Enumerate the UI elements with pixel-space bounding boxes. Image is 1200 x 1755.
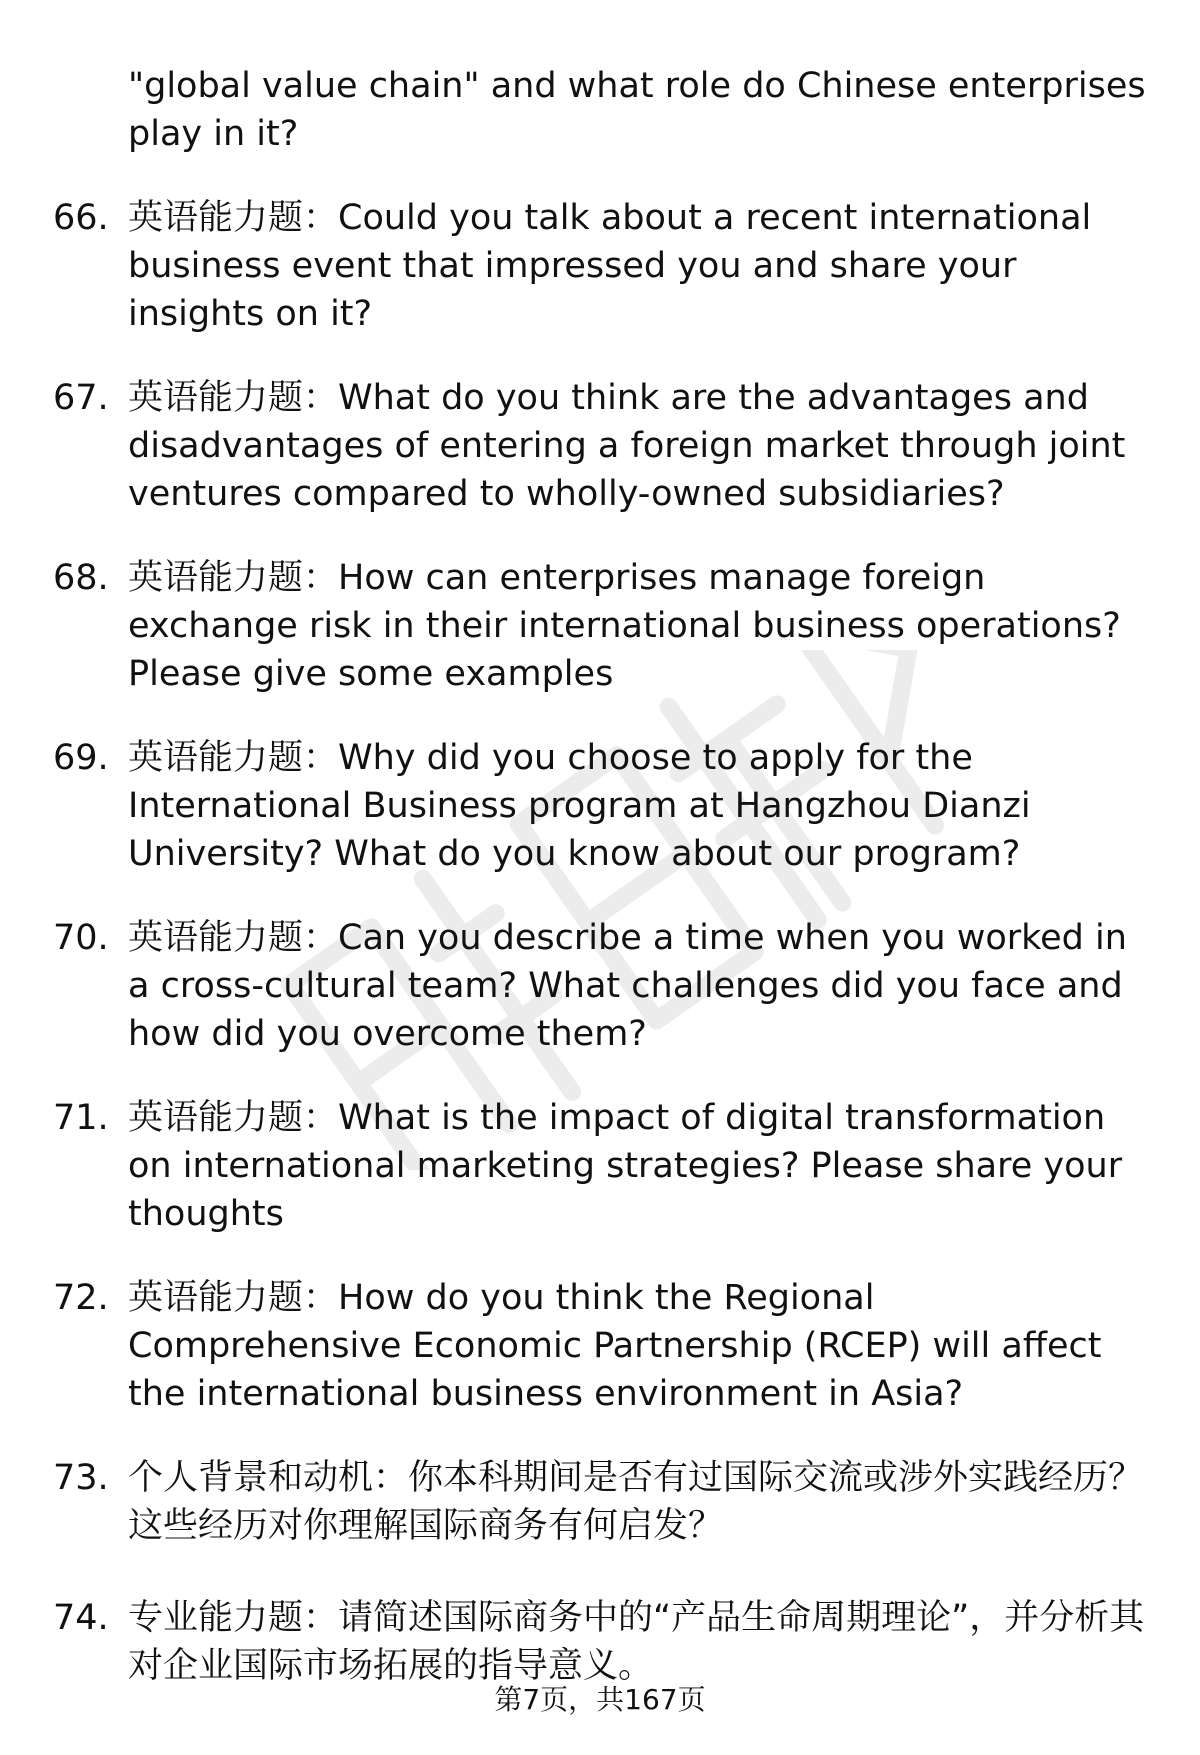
question-text: 英语能力题：How can enterprises manage foreign exchange risk in their international business operations? Please give some examples: [128, 558, 1121, 694]
question-number: 71.: [53, 1098, 109, 1138]
question-number: 67.: [53, 378, 109, 418]
question-text: 英语能力题：Why did you choose to apply for the International Business program at Hangzhou Dianzi University? What do you know about our program?: [128, 738, 1031, 874]
question-number: 74.: [53, 1598, 109, 1638]
page-footer: 第7页，共167页: [494, 1683, 706, 1716]
question-item-74: [0, 1594, 1200, 1690]
question-item-70: [0, 914, 1200, 1058]
question-text: 英语能力题：What is the impact of digital transformation on international marketing strategies? Please share your thoughts: [128, 1098, 1123, 1234]
question-text: 个人背景和动机：你本科期间是否有过国际交流或涉外实践经历？这些经历对你理解国际商务有何启发？: [128, 1458, 1144, 1546]
question-number: 72.: [53, 1278, 109, 1318]
question-item-67: [0, 374, 1200, 518]
question-number: 70.: [53, 918, 109, 958]
question-item-71: [0, 1094, 1200, 1238]
question-item-72: [0, 1274, 1200, 1418]
question-text: 专业能力题：请简述国际商务中的“产品生命周期理论”，并分析其对企业国际市场拓展的指导意义。: [128, 1598, 1145, 1686]
continued-question-text: "global value chain" and what role do Chinese enterprises play in it?: [128, 66, 1146, 154]
question-item-73: [0, 1454, 1200, 1550]
question-number: 73.: [53, 1458, 109, 1498]
question-text: 英语能力题：What do you think are the advantages and disadvantages of entering a foreign market through joint ventures compared to wholly-owned subsidiaries?: [128, 378, 1126, 514]
question-text: 英语能力题：Can you describe a time when you worked in a cross-cultural team? What challenges did you face and how did you overcome them?: [128, 918, 1127, 1054]
question-number: 69.: [53, 738, 109, 778]
question-item-69: [0, 734, 1200, 878]
question-number: 66.: [53, 198, 109, 238]
question-text: 英语能力题：How do you think the Regional Comprehensive Economic Partnership (RCEP) will affect the international business environment in Asia?: [128, 1278, 1102, 1414]
question-item-68: [0, 554, 1200, 698]
question-item-66: [0, 194, 1200, 338]
question-list: [0, 194, 1200, 1734]
question-text: 英语能力题：Could you talk about a recent international business event that impressed you and share your insights on it?: [128, 198, 1092, 334]
question-number: 68.: [53, 558, 109, 598]
